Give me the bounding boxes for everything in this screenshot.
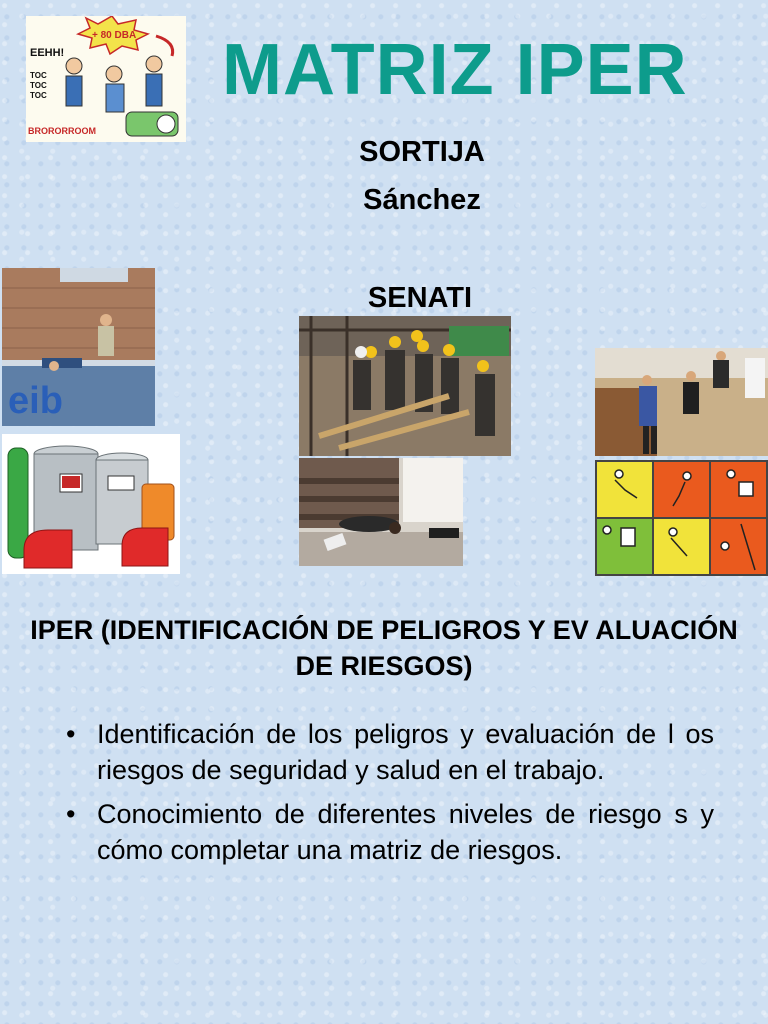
cartoon-word-toc-3: TOC: [30, 91, 47, 100]
cartoon-word-toc-1: TOC: [30, 71, 47, 80]
building-sign-text: eib: [8, 380, 63, 422]
cartoon-word-toc-2: TOC: [30, 81, 47, 90]
bullet-glyph: •: [66, 799, 76, 829]
stairs-fall-photo: [299, 458, 463, 566]
subtitle-sortija: SORTIJA: [359, 136, 485, 168]
subtitle-sanchez: Sánchez: [363, 184, 481, 216]
bullet-item: [64, 716, 714, 788]
bullet-text-2: Conocimiento de diferentes niveles de riesgo s y cómo completar una matriz de riesgos.: [97, 799, 714, 865]
bullet-glyph: •: [66, 719, 76, 749]
noise-cartoon-image: [26, 16, 186, 142]
chemical-containers-image: [2, 434, 180, 574]
section-heading: IPER (IDENTIFICACIÓN DE PELIGROS Y EV ALUACIÓN DE RIESGOS): [30, 615, 738, 681]
worker-fall-photo: [2, 268, 155, 426]
office-reception-photo: [595, 348, 768, 456]
page-title: MATRIZ IPER: [222, 30, 688, 110]
subtitle-senati: SENATI: [367, 282, 473, 314]
bullet-item: [64, 796, 714, 868]
bullet-text-1: Identificación de los peligros y evaluación de l os riesgos de seguridad y salud en el trabajo.: [97, 719, 714, 785]
construction-workers-photo: [299, 316, 511, 456]
bullet-list: [64, 716, 714, 876]
cartoon-word-dba: + 80 DBA: [92, 30, 137, 41]
cartoon-word-brororroom: BRORORROOM: [28, 126, 96, 136]
safety-hazard-icons: [595, 460, 768, 576]
cartoon-word-eehh: EEHH!: [30, 47, 65, 59]
